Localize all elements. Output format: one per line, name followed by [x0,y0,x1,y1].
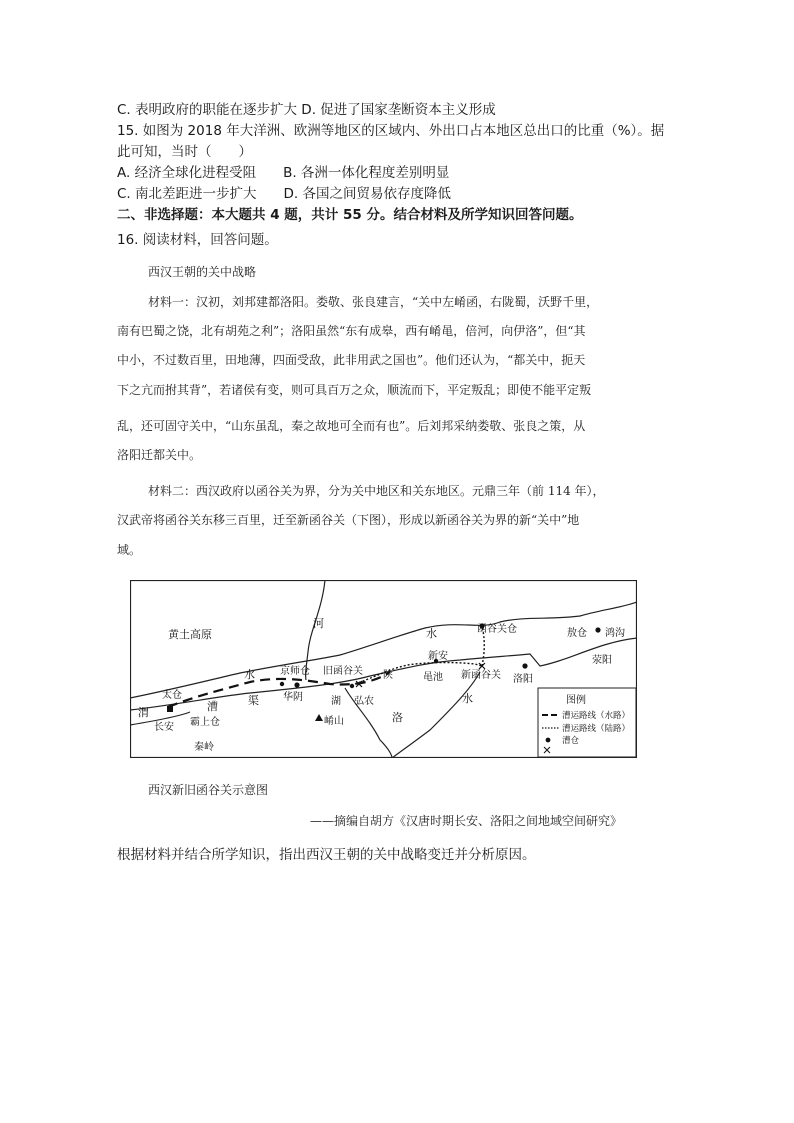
q15-stem-line2: 此可知，当时（ ） [117,144,252,160]
granary-dot [522,663,527,668]
label-hongnong: 弘农 [354,696,374,707]
material1-line: 南有巴蜀之饶，北有胡苑之利”；洛阳虽然“东有成皋，西有崤黾，倍河，向伊洛”，但“其 [117,324,586,338]
granary-dot [280,682,284,686]
q15-options-ab: A. 经济全球化进程受阻 B. 各洲一体化程度差别明显 [117,165,450,181]
label-huayin-hua: 华阴 [283,692,303,703]
label-honggou: 鸿沟 [605,628,625,639]
legend-land-route: 漕运路线（陆路） [562,724,631,734]
map-caption: 西汉新旧函谷关示意图 [148,783,269,797]
material1-line: 材料一：汉初，刘邦建都洛阳。娄敬、张良建言，“关中左崤函，右陇蜀，沃野千里， [148,295,599,309]
granary-dot [294,682,299,687]
label-aocang: 敖仓 [567,628,587,639]
label-xiaoshan: 崤山 [324,716,344,727]
label-shan: 陕 [383,670,393,681]
label-xinhanguguan: 新函谷关 [461,670,501,681]
q16-material-title: 西汉王朝的关中战略 [148,265,257,279]
legend-granary: 漕仓 [562,736,580,746]
material1-line: 洛阳迁都关中。 [117,448,202,462]
granary-dot [595,627,600,632]
material1-line: 乱，还可固守关中，“山东虽乱，秦之故地可全而有也”。后刘邦采纳娄敬、张良之策，从 [117,419,586,433]
q16-stem: 16. 阅读材料，回答问题。 [117,232,278,248]
label-qinling: 秦岭 [194,742,214,753]
label-shui-left: 水 [244,668,255,681]
q16-question: 根据材料并结合所学知识，指出西汉王朝的关中战略变迁并分析原因。 [117,847,536,863]
granary-dot [350,684,354,688]
q14-options-cd: C. 表明政府的职能在逐步扩大 D. 促进了国家垄断资本主义形成 [117,102,496,118]
label-wei: 渭 [138,706,149,719]
material1-line: 中小，不过数百里，田地薄，四面受敌，此非用武之国也”。他们还认为，“都关中，扼天 [117,353,586,367]
legend-water-route: 漕运路线（水路） [562,711,631,721]
label-xingyang: 荥阳 [592,655,612,666]
label-hu: 湖 [331,696,341,707]
material1-line: 下之亢而拊其背”，若诸侯有变，则可具百万之众，顺流而下，平定叛乱；即使不能平定叛 [117,383,592,397]
map-source: ——摘编自胡方《汉唐时期长安、洛阳之间地域空间研究》 [310,814,623,828]
label-hanguguancang: 函谷关仓 [477,624,517,635]
label-qu: 渠 [248,694,259,707]
label-mianchi: 黾池 [423,672,443,683]
hangu-pass-map [130,580,637,758]
q15-options-cd: C. 南北差距进一步扩大 D. 各国之间贸易依存度降低 [117,186,451,202]
legend-title: 图例 [566,695,586,706]
material2-line: 材料二：西汉政府以函谷关为界，分为关中地区和关东地区。元鼎三年（前 114 年）， [148,484,605,498]
label-he: 河 [313,617,324,630]
label-shui-lower: 水 [462,692,473,705]
material2-line: 域。 [117,543,142,557]
label-bashangcang: 霸上仓 [190,717,220,728]
label-luoyang: 洛阳 [513,674,533,685]
label-xinan: 新安 [428,651,448,662]
label-jingshicang: 京师仓 [280,666,310,677]
label-cao: 漕 [207,700,218,713]
label-jiuhanguguan: 旧函谷关 [323,666,363,677]
label-loess: 黄土高原 [168,628,212,641]
label-shui: 水 [426,627,437,640]
material2-line: 汉武帝将函谷关东移三百里，迁至新函谷关（下图），形成以新函谷关为界的新“关中”地 [117,513,580,527]
map-legend [538,688,636,757]
label-luo: 洛 [392,711,403,724]
section2-heading: 二、非选择题：本大题共 4 题，共计 55 分。结合材料及所学知识回答问题。 [117,207,583,223]
q15-stem-line1: 15. 如图为 2018 年大洋洲、欧洲等地区的区域内、外出口占本地区总出口的比重（%）。据 [117,123,665,139]
label-taicang: 太仓 [162,690,182,701]
taicang-marker [167,706,173,712]
label-changan: 长安 [154,722,174,733]
